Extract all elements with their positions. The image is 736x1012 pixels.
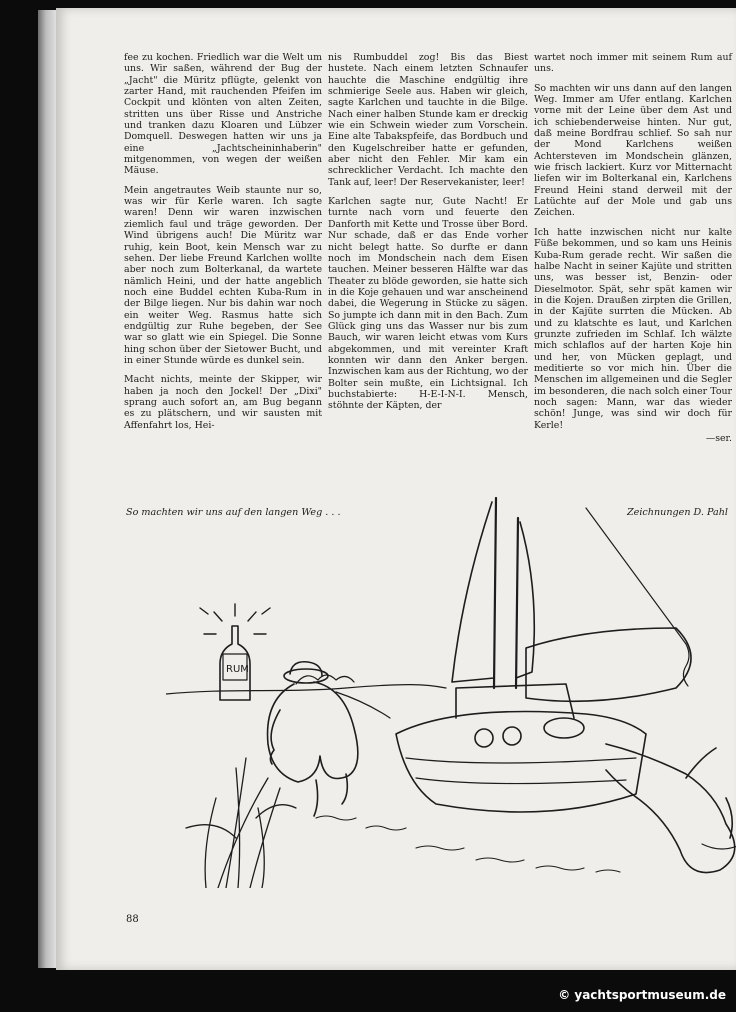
- water-ripples: [316, 816, 620, 872]
- paragraph: Ich hatte inzwischen nicht nur kalte Füße bekommen, und so kam uns Heinis Kuba-Rum gerade recht. Wir saßen die halbe Nacht in seiner Kajüte und stritten uns, was besser ist, Benzin- oder Dieselmotor. Spät, sehr spät kamen wir in die Kojen. Draußen zirpten die Grillen, in der Kajüte surrten die Mücken. Ab und zu klatschte es laut, und Karlchen grunzte zufrieden im Schlaf. Ich wälzte mich schlaflos auf der harten Koje hin und her, von Mücken geplagt, und meditierte so vor mich hin. Über die Menschen im allgemeinen und die Segler im besonderen, die nach solch einer Tour noch sagen: Mann, war das wieder schön! Junge, was sind wir doch für Kerle!: [534, 226, 732, 431]
- paragraph: nis Rumbuddel zog! Bis das Biest hustete. Nach einem letzten Schnaufer hauchte die Maschine endgültig ihre schmierige Seele aus. Haben wir gleich, sagte Karlchen und tauchte in die Bilge. Nach einer halben Stunde kam er dreckig wie ein Schwein wieder zum Vorschein. Eine alte Tabakspfeife, das Bordbuch und den Kugelschreiber hatte er gefunden, aber nicht den Fehler. Mir kam ein schrecklicher Verdacht. Ich machte den Tank auf, leer! Der Reservekanister, leer!: [328, 52, 528, 188]
- text-column-3: [534, 52, 732, 444]
- rum-bottle-icon: [200, 604, 270, 700]
- paragraph: Mein angetrautes Weib staunte nur so, was wir für Kerle waren. Ich sagte waren! Denn wir waren inzwischen ziemlich faul und träge geworden. Der Wind übrigens auch! Die Müritz war ruhig, kein Boot, kein Mensch war zu sehen. Der liebe Freund Karlchen wollte aber noch zum Bolterkanal, da wartete nämlich Heini, und der hatte angeblich noch eine Buddel echten Kuba-Rum in der Bilge liegen. Nur bis dahin war noch ein weiter Weg. Rasmus hatte sich endgültig zur Ruhe begeben, der See war so glatt wie ein Spiegel. Die Sonne hing schon über der Sietower Bucht, und in einer Stunde würde es dunkel sein.: [124, 184, 322, 366]
- horizon-line: [166, 685, 446, 694]
- page-number: 88: [126, 914, 139, 925]
- copyright-watermark: © yachtsportmuseum.de: [558, 988, 726, 1002]
- paragraph: Macht nichts, meinte der Skipper, wir haben ja noch den Jockel! Der „Dixi" sprang auch sofort an, am Bug begann es zu plätschern, und wir sausten mit Affenfahrt los, Hei-: [124, 374, 322, 431]
- bottle-label: RUM: [226, 664, 249, 675]
- man-pushing-figure: [606, 744, 736, 873]
- paragraph: fee zu kochen. Friedlich war die Welt um uns. Wir saßen, während der Bug der „Jacht" die Müritz pflügte, gelenkt von zarter Hand, mit rauchenden Pfeifen im Cockpit und klönten von alten Zeiten, stritten uns über Risse und Anstriche und tranken dazu Kloaren und Lübzer Domquell. Deswegen hatten wir uns ja eine „Jachtscheininhaberin" mitgenommen, von wegen der weißen Mäuse.: [124, 52, 322, 177]
- text-column-1: [124, 52, 322, 431]
- illustration-credit: Zeichnungen D. Pahl: [627, 507, 728, 518]
- cartoon-illustration: [166, 488, 736, 888]
- man-wading-figure: [268, 662, 390, 816]
- sailboat: [396, 498, 691, 812]
- paragraph: wartet noch immer mit seinem Rum auf uns.: [534, 52, 732, 75]
- paragraph: So machten wir uns dann auf den langen Weg. Immer am Ufer entlang. Karlchen vorne mit der Leine über dem Ast und ich schiebenderweise hinten. Nur gut, daß meine Bordfrau schlief. So sah nur der Mond Karlchens weißen Achtersteven im Mondschein glänzen, wie frisch lackiert. Kurz vor Mitternacht liefen wir im Bolterkanal ein, Karlchens Freund Heini stand derweil mit der Latüchte auf der Mole und gab uns Zeichen.: [534, 82, 732, 219]
- reeds: [186, 758, 296, 888]
- text-column-2: [328, 52, 528, 412]
- illustration-caption: So machten wir uns auf den langen Weg . . .: [126, 507, 341, 518]
- author-signoff: —ser.: [705, 433, 732, 444]
- book-spine-shadow: [38, 10, 58, 968]
- paragraph: Karlchen sagte nur, Gute Nacht! Er turnte nach vorn und feuerte den Danforth mit Kette und Trosse über Bord. Nur schade, daß er das Ende vorher nicht belegt hatte. So durfte er dann noch im Mondschein nach dem Eisen tauchen. Meiner besseren Hälfte war das Theater zu blöde geworden, sie hatte sich in die Koje gehauen und war anscheinend dabei, die Wegerung in Stücke zu sägen. So jumpte ich dann mit in den Bach. Zum Glück ging uns das Wasser nur bis zum Bauch, wir waren leicht etwas vom Kurs abgekommen, und mit vereinter Kraft konnten wir dann den Anker bergen. Inzwischen kam aus der Richtung, wo der Bolter sein mußte, ein Lichtsignal. Ich buchstabierte: H-E-I-N-I. Mensch, stöhnte der Käpten, der: [328, 196, 528, 412]
- magazine-page: [56, 8, 736, 970]
